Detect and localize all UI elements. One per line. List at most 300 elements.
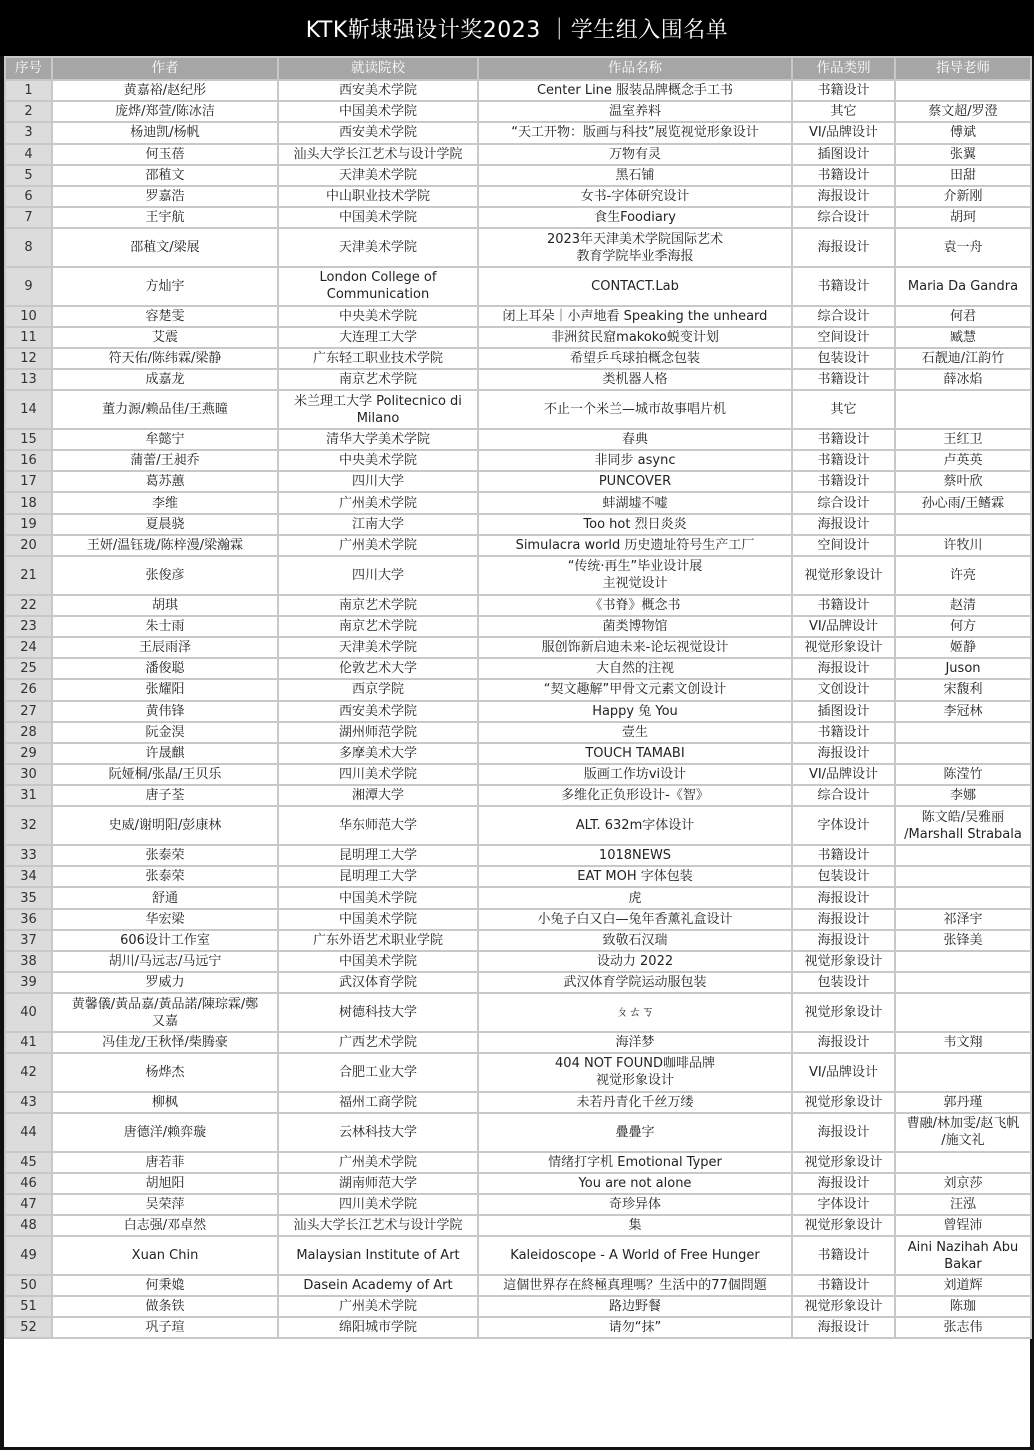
table-row (5, 450, 1031, 471)
cell-work-title: ㄆㄊㄎ (478, 993, 792, 1032)
cell-school: 广州美术学院 (278, 1152, 478, 1173)
cell-advisor: 田甜 (895, 165, 1031, 186)
table-row (5, 616, 1031, 637)
cell-number: 15 (5, 429, 52, 450)
cell-category: 空间设计 (792, 535, 895, 556)
cell-author: 胡琪 (52, 595, 278, 616)
cell-work-title: TOUCH TAMABI (478, 743, 792, 764)
cell-category: 海报设计 (792, 658, 895, 679)
cell-work-title: “天工开物：版画与科技”展览视觉形象设计 (478, 122, 792, 143)
table-row (5, 471, 1031, 492)
cell-school: 江南大学 (278, 514, 478, 535)
cell-work-title: PUNCOVER (478, 471, 792, 492)
cell-school: 中央美术学院 (278, 450, 478, 471)
cell-number: 30 (5, 764, 52, 785)
cell-author: 柳枫 (52, 1092, 278, 1113)
cell-school: 四川大学 (278, 556, 478, 595)
table-row (5, 845, 1031, 866)
cell-school: 天津美术学院 (278, 165, 478, 186)
cell-advisor: 何方 (895, 616, 1031, 637)
cell-author: 容楚雯 (52, 306, 278, 327)
cell-work-title: Simulacra world 历史遗址符号生产工厂 (478, 535, 792, 556)
cell-number: 25 (5, 658, 52, 679)
cell-number: 27 (5, 701, 52, 722)
cell-number: 40 (5, 993, 52, 1032)
cell-category: 书籍设计 (792, 450, 895, 471)
cell-work-title: 奇珍异体 (478, 1194, 792, 1215)
header-school: 就读院校 (278, 57, 478, 80)
cell-school: 汕头大学长江艺术与设计学院 (278, 144, 478, 165)
cell-advisor (895, 80, 1031, 101)
cell-number: 5 (5, 165, 52, 186)
cell-author: 黄馨儀/黃品嘉/黃品諾/陳琮霖/鄭 又嘉 (52, 993, 278, 1032)
cell-author: 罗威力 (52, 972, 278, 993)
cell-category: 海报设计 (792, 887, 895, 908)
cell-school: 广东外语艺术职业学院 (278, 930, 478, 951)
cell-author: 做条铁 (52, 1296, 278, 1317)
table-row (5, 1317, 1031, 1338)
table-row (5, 429, 1031, 450)
cell-author: 冯佳龙/王秋怿/柴腾豪 (52, 1032, 278, 1053)
cell-number: 46 (5, 1173, 52, 1194)
cell-number: 39 (5, 972, 52, 993)
table-row (5, 866, 1031, 887)
cell-school: 多摩美术大学 (278, 743, 478, 764)
cell-work-title: 不止一个米兰—城市故事唱片机 (478, 390, 792, 429)
cell-school: Dasein Academy of Art (278, 1275, 478, 1296)
cell-author: 黄伟锋 (52, 701, 278, 722)
page-title: KTK靳埭强设计奖2023 ｜学生组入围名单 (0, 0, 1034, 56)
cell-work-title: 非同步 async (478, 450, 792, 471)
cell-category: 插图设计 (792, 701, 895, 722)
cell-work-title: 壹生 (478, 722, 792, 743)
cell-work-title: 闭上耳朵｜小声地看 Speaking the unheard (478, 306, 792, 327)
cell-advisor (895, 845, 1031, 866)
table-row (5, 595, 1031, 616)
cell-number: 1 (5, 80, 52, 101)
cell-advisor: 孙心雨/王鳍霖 (895, 492, 1031, 513)
cell-school: 广州美术学院 (278, 535, 478, 556)
header-advisor: 指导老师 (895, 57, 1031, 80)
table-row (5, 1236, 1031, 1275)
cell-category: 书籍设计 (792, 845, 895, 866)
cell-category: 插图设计 (792, 144, 895, 165)
table-row (5, 514, 1031, 535)
cell-number: 2 (5, 101, 52, 122)
cell-author: 张泰荣 (52, 866, 278, 887)
cell-category: 书籍设计 (792, 1275, 895, 1296)
table-row (5, 369, 1031, 390)
cell-school: 南京艺术学院 (278, 595, 478, 616)
cell-school: 中国美术学院 (278, 101, 478, 122)
cell-work-title: 武汉体育学院运动服包装 (478, 972, 792, 993)
cell-advisor: 何君 (895, 306, 1031, 327)
cell-number: 20 (5, 535, 52, 556)
table-row (5, 887, 1031, 908)
header-work-title: 作品名称 (478, 57, 792, 80)
cell-school: 合肥工业大学 (278, 1053, 478, 1092)
cell-category: 书籍设计 (792, 80, 895, 101)
cell-school: 福州工商学院 (278, 1092, 478, 1113)
cell-advisor: 刘道辉 (895, 1275, 1031, 1296)
table-row (5, 1215, 1031, 1236)
table-row (5, 951, 1031, 972)
cell-work-title: 多维化正负形设计-《智》 (478, 785, 792, 806)
cell-number: 6 (5, 186, 52, 207)
cell-category: 综合设计 (792, 785, 895, 806)
cell-category: 视觉形象设计 (792, 556, 895, 595)
cell-category: 包装设计 (792, 866, 895, 887)
cell-number: 49 (5, 1236, 52, 1275)
cell-number: 35 (5, 887, 52, 908)
cell-work-title: Kaleidoscope - A World of Free Hunger (478, 1236, 792, 1275)
table-row (5, 722, 1031, 743)
cell-author: 杨烨杰 (52, 1053, 278, 1092)
cell-category: 书籍设计 (792, 267, 895, 306)
cell-category: VI/品牌设计 (792, 122, 895, 143)
cell-author: 邵稙文/梁展 (52, 228, 278, 267)
cell-school: Malaysian Institute of Art (278, 1236, 478, 1275)
cell-advisor: 汪泓 (895, 1194, 1031, 1215)
cell-advisor: Juson (895, 658, 1031, 679)
cell-number: 14 (5, 390, 52, 429)
cell-school: 中国美术学院 (278, 887, 478, 908)
table-row (5, 1092, 1031, 1113)
cell-advisor: 陈文皓/吴雅丽 /Marshall Strabala (895, 806, 1031, 845)
table-row (5, 764, 1031, 785)
table-row (5, 637, 1031, 658)
table-row (5, 327, 1031, 348)
table-row (5, 122, 1031, 143)
cell-school: 天津美术学院 (278, 228, 478, 267)
cell-author: 华宏梁 (52, 909, 278, 930)
cell-work-title: 集 (478, 1215, 792, 1236)
cell-author: 王宇航 (52, 207, 278, 228)
cell-category: 海报设计 (792, 909, 895, 930)
cell-author: 牟懿宁 (52, 429, 278, 450)
cell-author: Xuan Chin (52, 1236, 278, 1275)
cell-number: 24 (5, 637, 52, 658)
cell-work-title: 食生Foodiary (478, 207, 792, 228)
cell-advisor: 李冠林 (895, 701, 1031, 722)
table-row (5, 658, 1031, 679)
cell-number: 12 (5, 348, 52, 369)
cell-advisor: 陈滢竹 (895, 764, 1031, 785)
cell-school: 中央美术学院 (278, 306, 478, 327)
cell-school: 天津美术学院 (278, 637, 478, 658)
cell-category: 包装设计 (792, 972, 895, 993)
table-row (5, 306, 1031, 327)
table-row (5, 535, 1031, 556)
cell-category: 综合设计 (792, 492, 895, 513)
table-row (5, 930, 1031, 951)
cell-school: 四川大学 (278, 471, 478, 492)
cell-number: 48 (5, 1215, 52, 1236)
cell-category: 综合设计 (792, 207, 895, 228)
table-row (5, 390, 1031, 429)
cell-advisor: 许牧川 (895, 535, 1031, 556)
cell-advisor: 张锋美 (895, 930, 1031, 951)
cell-work-title: 1018NEWS (478, 845, 792, 866)
cell-advisor: 蔡叶欣 (895, 471, 1031, 492)
cell-number: 36 (5, 909, 52, 930)
cell-school: 广西艺术学院 (278, 1032, 478, 1053)
cell-school: 绵阳城市学院 (278, 1317, 478, 1338)
cell-number: 45 (5, 1152, 52, 1173)
cell-advisor: 蔡文超/罗澄 (895, 101, 1031, 122)
cell-number: 9 (5, 267, 52, 306)
cell-number: 28 (5, 722, 52, 743)
cell-number: 44 (5, 1113, 52, 1152)
cell-author: 白志强/邓卓然 (52, 1215, 278, 1236)
cell-author: 606设计工作室 (52, 930, 278, 951)
cell-advisor: 张翼 (895, 144, 1031, 165)
cell-advisor: 刘京莎 (895, 1173, 1031, 1194)
cell-author: 吴荣萍 (52, 1194, 278, 1215)
cell-author: 胡川/马远志/马远宁 (52, 951, 278, 972)
table-row (5, 101, 1031, 122)
cell-number: 7 (5, 207, 52, 228)
cell-author: 黄嘉裕/赵纪彤 (52, 80, 278, 101)
cell-number: 26 (5, 679, 52, 700)
table-row (5, 701, 1031, 722)
cell-category: 海报设计 (792, 1317, 895, 1338)
cell-work-title: 2023年天津美术学院国际艺术 教育学院毕业季海报 (478, 228, 792, 267)
cell-advisor: 介新刚 (895, 186, 1031, 207)
cell-number: 22 (5, 595, 52, 616)
cell-number: 21 (5, 556, 52, 595)
cell-school: 华东师范大学 (278, 806, 478, 845)
cell-author: 唐德洋/赖弈璇 (52, 1113, 278, 1152)
table-row (5, 909, 1031, 930)
table-row (5, 972, 1031, 993)
cell-category: 海报设计 (792, 186, 895, 207)
cell-work-title: 小兔子白又白—兔年香薰礼盒设计 (478, 909, 792, 930)
cell-work-title: 温室养料 (478, 101, 792, 122)
cell-author: 许晟麒 (52, 743, 278, 764)
table-row (5, 348, 1031, 369)
cell-author: 葛苏蕙 (52, 471, 278, 492)
cell-advisor: 赵清 (895, 595, 1031, 616)
cell-advisor (895, 390, 1031, 429)
cell-advisor: Maria Da Gandra (895, 267, 1031, 306)
cell-school: 西安美术学院 (278, 80, 478, 101)
cell-number: 51 (5, 1296, 52, 1317)
table-row (5, 80, 1031, 101)
cell-number: 50 (5, 1275, 52, 1296)
cell-category: 书籍设计 (792, 165, 895, 186)
cell-author: 唐子荃 (52, 785, 278, 806)
cell-school: 南京艺术学院 (278, 369, 478, 390)
cell-work-title: 這個世界存在終極真理嗎？生活中的77個問題 (478, 1275, 792, 1296)
cell-school: 中国美术学院 (278, 951, 478, 972)
cell-advisor: 王红卫 (895, 429, 1031, 450)
table-row (5, 1296, 1031, 1317)
cell-number: 43 (5, 1092, 52, 1113)
cell-category: 视觉形象设计 (792, 1092, 895, 1113)
cell-work-title: 类机器人格 (478, 369, 792, 390)
table-row (5, 144, 1031, 165)
cell-category: 海报设计 (792, 514, 895, 535)
cell-category: 海报设计 (792, 228, 895, 267)
cell-work-title: 设动力 2022 (478, 951, 792, 972)
cell-advisor: 张志伟 (895, 1317, 1031, 1338)
cell-school: 西京学院 (278, 679, 478, 700)
cell-school: 湖州师范学院 (278, 722, 478, 743)
header-category: 作品类别 (792, 57, 895, 80)
cell-category: 综合设计 (792, 306, 895, 327)
cell-work-title: “传统·再生”毕业设计展 主视觉设计 (478, 556, 792, 595)
cell-author: 阮娅桐/张晶/王贝乐 (52, 764, 278, 785)
cell-number: 47 (5, 1194, 52, 1215)
cell-school: 清华大学美术学院 (278, 429, 478, 450)
cell-advisor: 宋馥利 (895, 679, 1031, 700)
cell-work-title: 非洲贫民窟makoko蜕变计划 (478, 327, 792, 348)
cell-author: 庞烨/郑萱/陈冰洁 (52, 101, 278, 122)
cell-advisor: 祁泽宇 (895, 909, 1031, 930)
cell-work-title: 黑石铺 (478, 165, 792, 186)
cell-school: London College of Communication (278, 267, 478, 306)
cell-number: 13 (5, 369, 52, 390)
cell-work-title: 海洋梦 (478, 1032, 792, 1053)
header-author: 作者 (52, 57, 278, 80)
cell-school: 汕头大学长江艺术与设计学院 (278, 1215, 478, 1236)
table-row (5, 556, 1031, 595)
cell-number: 8 (5, 228, 52, 267)
cell-author: 董力源/赖品佳/王燕曈 (52, 390, 278, 429)
cell-advisor: 傅斌 (895, 122, 1031, 143)
cell-number: 32 (5, 806, 52, 845)
cell-category: 海报设计 (792, 930, 895, 951)
cell-advisor (895, 1152, 1031, 1173)
cell-work-title: 致敬石汉瑞 (478, 930, 792, 951)
cell-category: 书籍设计 (792, 595, 895, 616)
cell-author: 胡旭阳 (52, 1173, 278, 1194)
cell-category: 视觉形象设计 (792, 1215, 895, 1236)
cell-number: 38 (5, 951, 52, 972)
cell-work-title: Too hot 烈日炎炎 (478, 514, 792, 535)
cell-school: 中国美术学院 (278, 207, 478, 228)
cell-category: 海报设计 (792, 1032, 895, 1053)
cell-advisor: 郭丹瑾 (895, 1092, 1031, 1113)
table-row (5, 679, 1031, 700)
cell-category: VI/品牌设计 (792, 1053, 895, 1092)
cell-category: 视觉形象设计 (792, 993, 895, 1032)
cell-work-title: 菌类博物馆 (478, 616, 792, 637)
cell-author: 潘俊聪 (52, 658, 278, 679)
cell-advisor: 曾锃沛 (895, 1215, 1031, 1236)
cell-author: 舒通 (52, 887, 278, 908)
cell-school: 四川美术学院 (278, 1194, 478, 1215)
table-row (5, 186, 1031, 207)
cell-school: 湖南师范大学 (278, 1173, 478, 1194)
cell-number: 31 (5, 785, 52, 806)
cell-category: 字体设计 (792, 1194, 895, 1215)
cell-advisor: 袁一舟 (895, 228, 1031, 267)
cell-number: 23 (5, 616, 52, 637)
cell-author: 张泰荣 (52, 845, 278, 866)
cell-advisor: Aini Nazihah Abu Bakar (895, 1236, 1031, 1275)
cell-school: 云林科技大学 (278, 1113, 478, 1152)
cell-work-title: “契文趣解”甲骨文元素文创设计 (478, 679, 792, 700)
table-row (5, 993, 1031, 1032)
cell-category: 书籍设计 (792, 429, 895, 450)
cell-category: 海报设计 (792, 743, 895, 764)
cell-number: 18 (5, 492, 52, 513)
cell-author: 史威/谢明阳/彭康林 (52, 806, 278, 845)
cell-school: 广州美术学院 (278, 492, 478, 513)
cell-author: 巩子瑄 (52, 1317, 278, 1338)
table-row (5, 806, 1031, 845)
cell-category: 文创设计 (792, 679, 895, 700)
cell-author: 朱士雨 (52, 616, 278, 637)
cell-work-title: 服创饰新启迪未来-论坛视觉设计 (478, 637, 792, 658)
cell-work-title: 大自然的注视 (478, 658, 792, 679)
cell-category: 视觉形象设计 (792, 637, 895, 658)
cell-author: 成嘉龙 (52, 369, 278, 390)
cell-school: 中山职业技术学院 (278, 186, 478, 207)
cell-work-title: Happy 兔 You (478, 701, 792, 722)
finalist-table (4, 56, 1032, 1339)
cell-author: 何玉蓓 (52, 144, 278, 165)
cell-category: 视觉形象设计 (792, 1152, 895, 1173)
cell-work-title: CONTACT.Lab (478, 267, 792, 306)
cell-advisor: 石靓迪/江韵竹 (895, 348, 1031, 369)
cell-advisor (895, 993, 1031, 1032)
cell-work-title: 路边野餐 (478, 1296, 792, 1317)
cell-author: 唐若菲 (52, 1152, 278, 1173)
cell-advisor (895, 887, 1031, 908)
table-row (5, 1113, 1031, 1152)
cell-category: 空间设计 (792, 327, 895, 348)
cell-school: 伦敦艺术大学 (278, 658, 478, 679)
cell-work-title: EAT MOH 字体包装 (478, 866, 792, 887)
table-row (5, 1032, 1031, 1053)
table-row (5, 1173, 1031, 1194)
cell-category: 海报设计 (792, 1173, 895, 1194)
cell-author: 夏晨骁 (52, 514, 278, 535)
cell-author: 王辰雨泽 (52, 637, 278, 658)
cell-number: 52 (5, 1317, 52, 1338)
cell-school: 昆明理工大学 (278, 845, 478, 866)
table-row (5, 1275, 1031, 1296)
cell-author: 罗嘉浩 (52, 186, 278, 207)
cell-school: 米兰理工大学 Politecnico di Milano (278, 390, 478, 429)
cell-advisor: 胡珂 (895, 207, 1031, 228)
table-row (5, 165, 1031, 186)
cell-category: 包装设计 (792, 348, 895, 369)
cell-work-title: 春典 (478, 429, 792, 450)
cell-advisor: 韦文翔 (895, 1032, 1031, 1053)
cell-advisor (895, 972, 1031, 993)
cell-category: 书籍设计 (792, 369, 895, 390)
cell-number: 34 (5, 866, 52, 887)
cell-author: 艾震 (52, 327, 278, 348)
cell-category: 视觉形象设计 (792, 951, 895, 972)
cell-number: 16 (5, 450, 52, 471)
cell-number: 3 (5, 122, 52, 143)
cell-category: 字体设计 (792, 806, 895, 845)
cell-category: 其它 (792, 101, 895, 122)
cell-advisor (895, 1053, 1031, 1092)
cell-number: 37 (5, 930, 52, 951)
cell-school: 四川美术学院 (278, 764, 478, 785)
cell-school: 西安美术学院 (278, 701, 478, 722)
cell-author: 蒲蕾/王昶乔 (52, 450, 278, 471)
table-row (5, 785, 1031, 806)
cell-school: 中国美术学院 (278, 909, 478, 930)
cell-advisor: 曹融/林加雯/赵飞帆 /施文礼 (895, 1113, 1031, 1152)
